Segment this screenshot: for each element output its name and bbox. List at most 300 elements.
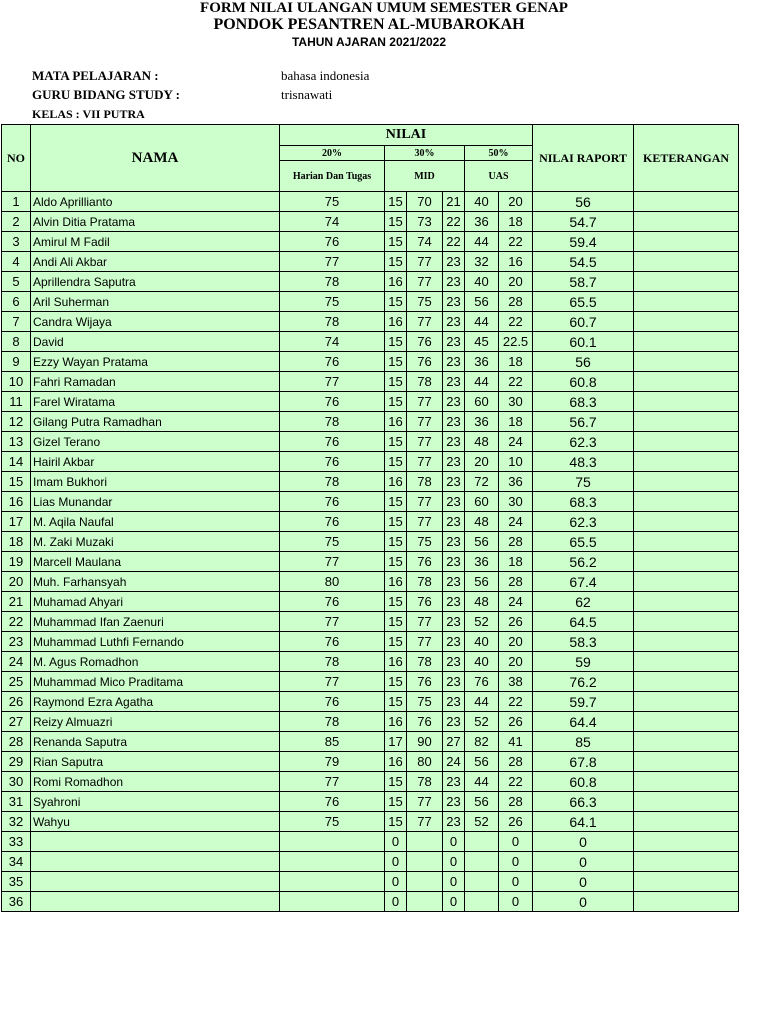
cell-nama: M. Agus Romadhon: [31, 652, 280, 672]
cell-nilai-raport: 54.5: [533, 252, 634, 272]
cell-harian-20pct: 15: [385, 252, 407, 272]
cell-uas-50pct: 30: [499, 392, 533, 412]
cell-nilai-raport: 68.3: [533, 392, 634, 412]
cell-uas: 44: [465, 692, 499, 712]
cell-uas: 36: [465, 352, 499, 372]
cell-harian-20pct: 0: [385, 852, 407, 872]
cell-no: 17: [2, 512, 31, 532]
cell-harian: 78: [280, 712, 385, 732]
cell-no: 35: [2, 872, 31, 892]
cell-nama: Lias Munandar: [31, 492, 280, 512]
cell-harian: 76: [280, 692, 385, 712]
cell-mid-30pct: 23: [443, 512, 465, 532]
cell-harian: 75: [280, 292, 385, 312]
cell-harian: [280, 872, 385, 892]
cell-keterangan: [634, 752, 739, 772]
cell-nama: Aldo Aprillianto: [31, 192, 280, 212]
cell-harian: 75: [280, 812, 385, 832]
cell-mid: 70: [407, 192, 443, 212]
table-row: [2, 732, 739, 752]
cell-mid-30pct: 23: [443, 552, 465, 572]
cell-mid-30pct: 23: [443, 592, 465, 612]
cell-uas: 40: [465, 652, 499, 672]
cell-uas-50pct: 22.5: [499, 332, 533, 352]
cell-keterangan: [634, 552, 739, 572]
cell-mid-30pct: 22: [443, 232, 465, 252]
academic-year: TAHUN AJARAN 2021/2022: [291, 35, 447, 49]
cell-nama: David: [31, 332, 280, 352]
cell-nilai-raport: 60.8: [533, 372, 634, 392]
cell-harian-20pct: 15: [385, 792, 407, 812]
cell-mid-30pct: 23: [443, 332, 465, 352]
cell-nilai-raport: 0: [533, 872, 634, 892]
cell-nama: Imam Bukhori: [31, 472, 280, 492]
cell-mid: 77: [407, 632, 443, 652]
cell-mid-30pct: 23: [443, 472, 465, 492]
cell-harian-20pct: 15: [385, 812, 407, 832]
cell-no: 26: [2, 692, 31, 712]
cell-keterangan: [634, 452, 739, 472]
cell-uas-50pct: 20: [499, 272, 533, 292]
cell-harian: [280, 832, 385, 852]
cell-no: 14: [2, 452, 31, 472]
cell-no: 1: [2, 192, 31, 212]
cell-mid-30pct: 22: [443, 212, 465, 232]
cell-keterangan: [634, 492, 739, 512]
header-nilai: NILAI: [280, 125, 533, 146]
cell-harian: 78: [280, 652, 385, 672]
cell-keterangan: [634, 772, 739, 792]
cell-harian-20pct: 0: [385, 832, 407, 852]
cell-nama: Aril Suherman: [31, 292, 280, 312]
cell-mid: [407, 892, 443, 912]
cell-nama: Rian Saputra: [31, 752, 280, 772]
cell-nama: M. Zaki Muzaki: [31, 532, 280, 552]
cell-no: 30: [2, 772, 31, 792]
cell-uas-50pct: 22: [499, 312, 533, 332]
cell-keterangan: [634, 192, 739, 212]
cell-harian-20pct: 15: [385, 452, 407, 472]
table-row: [2, 792, 739, 812]
cell-keterangan: [634, 352, 739, 372]
table-row: [2, 592, 739, 612]
cell-no: 27: [2, 712, 31, 732]
cell-mid: 77: [407, 252, 443, 272]
cell-nilai-raport: 0: [533, 832, 634, 852]
cell-mid-30pct: 23: [443, 572, 465, 592]
table-row: [2, 832, 739, 852]
table-row: [2, 292, 739, 312]
cell-harian-20pct: 16: [385, 412, 407, 432]
cell-nama: Gilang Putra Ramadhan: [31, 412, 280, 432]
cell-keterangan: [634, 412, 739, 432]
cell-mid: 77: [407, 612, 443, 632]
cell-nilai-raport: 65.5: [533, 292, 634, 312]
cell-mid-30pct: 23: [443, 692, 465, 712]
table-row: [2, 852, 739, 872]
cell-uas: 48: [465, 512, 499, 532]
cell-no: 2: [2, 212, 31, 232]
cell-mid-30pct: 23: [443, 412, 465, 432]
cell-uas-50pct: 38: [499, 672, 533, 692]
cell-no: 4: [2, 252, 31, 272]
cell-mid: 77: [407, 792, 443, 812]
cell-nama: M. Aqila Naufal: [31, 512, 280, 532]
cell-nilai-raport: 62.3: [533, 432, 634, 452]
cell-nama: Fahri Ramadan: [31, 372, 280, 392]
cell-uas: 82: [465, 732, 499, 752]
cell-nilai-raport: 66.3: [533, 792, 634, 812]
subject-label: MATA PELAJARAN :: [32, 68, 159, 83]
table-row: [2, 772, 739, 792]
cell-nama: Renanda Saputra: [31, 732, 280, 752]
cell-mid: 78: [407, 472, 443, 492]
cell-uas-50pct: 24: [499, 432, 533, 452]
cell-keterangan: [634, 252, 739, 272]
cell-nama: Muhammad Mico Praditama: [31, 672, 280, 692]
cell-nilai-raport: 59.4: [533, 232, 634, 252]
cell-keterangan: [634, 332, 739, 352]
cell-nilai-raport: 65.5: [533, 532, 634, 552]
cell-uas: 44: [465, 772, 499, 792]
cell-uas: 60: [465, 492, 499, 512]
cell-harian-20pct: 16: [385, 572, 407, 592]
cell-harian: 75: [280, 192, 385, 212]
table-row: [2, 232, 739, 252]
cell-nama: Alvin Ditia Pratama: [31, 212, 280, 232]
table-row: [2, 252, 739, 272]
cell-harian: 78: [280, 272, 385, 292]
teacher-value: trisnawati: [281, 87, 333, 102]
grades-table: [1, 124, 739, 912]
table-row: [2, 532, 739, 552]
cell-mid-30pct: 23: [443, 292, 465, 312]
cell-no: 9: [2, 352, 31, 372]
cell-mid-30pct: 23: [443, 492, 465, 512]
table-row: [2, 652, 739, 672]
table-row: [2, 812, 739, 832]
cell-harian-20pct: 15: [385, 612, 407, 632]
cell-uas: 56: [465, 532, 499, 552]
cell-harian: [280, 892, 385, 912]
cell-nilai-raport: 0: [533, 852, 634, 872]
cell-mid: 75: [407, 532, 443, 552]
cell-uas-50pct: 22: [499, 372, 533, 392]
cell-nilai-raport: 62.3: [533, 512, 634, 532]
cell-harian-20pct: 0: [385, 892, 407, 912]
cell-mid-30pct: 0: [443, 832, 465, 852]
cell-uas-50pct: 28: [499, 532, 533, 552]
cell-no: 32: [2, 812, 31, 832]
cell-uas: 56: [465, 292, 499, 312]
table-row: [2, 552, 739, 572]
cell-nilai-raport: 56.2: [533, 552, 634, 572]
cell-mid-30pct: 23: [443, 312, 465, 332]
cell-harian: 77: [280, 672, 385, 692]
cell-nama: Reizy Almuazri: [31, 712, 280, 732]
cell-mid: [407, 832, 443, 852]
cell-mid-30pct: 0: [443, 872, 465, 892]
cell-keterangan: [634, 832, 739, 852]
cell-mid-30pct: 23: [443, 772, 465, 792]
cell-harian-20pct: 16: [385, 472, 407, 492]
cell-nilai-raport: 59.7: [533, 692, 634, 712]
cell-mid-30pct: 21: [443, 192, 465, 212]
school-name: PONDOK PESANTREN AL-MUBAROKAH: [213, 16, 525, 33]
table-body: [2, 192, 739, 912]
cell-no: 5: [2, 272, 31, 292]
cell-no: 16: [2, 492, 31, 512]
cell-nama: Syahroni: [31, 792, 280, 812]
cell-uas: 60: [465, 392, 499, 412]
cell-keterangan: [634, 312, 739, 332]
header-nama: NAMA: [31, 125, 280, 192]
cell-harian: 78: [280, 312, 385, 332]
cell-harian: 76: [280, 492, 385, 512]
cell-harian: 77: [280, 552, 385, 572]
cell-mid: 78: [407, 772, 443, 792]
cell-nilai-raport: 59: [533, 652, 634, 672]
cell-uas: 56: [465, 572, 499, 592]
cell-no: 15: [2, 472, 31, 492]
cell-no: 24: [2, 652, 31, 672]
cell-nilai-raport: 64.4: [533, 712, 634, 732]
table-header: [2, 125, 739, 192]
cell-uas-50pct: 18: [499, 552, 533, 572]
cell-mid-30pct: 23: [443, 252, 465, 272]
cell-nama: Muhammad Ifan Zaenuri: [31, 612, 280, 632]
cell-uas: [465, 832, 499, 852]
cell-uas-50pct: 20: [499, 632, 533, 652]
cell-harian: 74: [280, 332, 385, 352]
cell-harian-20pct: 16: [385, 312, 407, 332]
cell-mid: 78: [407, 652, 443, 672]
cell-mid-30pct: 23: [443, 372, 465, 392]
cell-nilai-raport: 64.1: [533, 812, 634, 832]
cell-no: 23: [2, 632, 31, 652]
cell-uas-50pct: 10: [499, 452, 533, 472]
cell-mid-30pct: 23: [443, 392, 465, 412]
cell-no: 18: [2, 532, 31, 552]
table-row: [2, 472, 739, 492]
cell-mid-30pct: 23: [443, 672, 465, 692]
cell-mid: 73: [407, 212, 443, 232]
cell-nilai-raport: 68.3: [533, 492, 634, 512]
table-row: [2, 492, 739, 512]
cell-harian: 80: [280, 572, 385, 592]
cell-nama: [31, 832, 280, 852]
cell-uas: 44: [465, 372, 499, 392]
cell-mid-30pct: 0: [443, 892, 465, 912]
table-row: [2, 412, 739, 432]
cell-nilai-raport: 54.7: [533, 212, 634, 232]
cell-uas-50pct: 18: [499, 412, 533, 432]
cell-nilai-raport: 0: [533, 892, 634, 912]
cell-uas-50pct: 28: [499, 572, 533, 592]
cell-harian: 74: [280, 212, 385, 232]
cell-uas-50pct: 30: [499, 492, 533, 512]
cell-uas: 76: [465, 672, 499, 692]
cell-keterangan: [634, 232, 739, 252]
cell-no: 20: [2, 572, 31, 592]
cell-harian-20pct: 15: [385, 772, 407, 792]
table-row: [2, 752, 739, 772]
cell-uas-50pct: 20: [499, 192, 533, 212]
cell-harian: 76: [280, 452, 385, 472]
cell-mid-30pct: 23: [443, 612, 465, 632]
cell-harian: 76: [280, 232, 385, 252]
cell-uas: 45: [465, 332, 499, 352]
cell-mid: 77: [407, 492, 443, 512]
cell-harian-20pct: 17: [385, 732, 407, 752]
cell-nilai-raport: 62: [533, 592, 634, 612]
cell-uas: [465, 852, 499, 872]
cell-no: 11: [2, 392, 31, 412]
cell-harian-20pct: 16: [385, 272, 407, 292]
cell-harian: 77: [280, 252, 385, 272]
cell-harian: 78: [280, 472, 385, 492]
cell-keterangan: [634, 612, 739, 632]
cell-keterangan: [634, 432, 739, 452]
cell-keterangan: [634, 292, 739, 312]
cell-harian-20pct: 15: [385, 232, 407, 252]
cell-harian-20pct: 16: [385, 712, 407, 732]
cell-nilai-raport: 67.4: [533, 572, 634, 592]
cell-nama: Farel Wiratama: [31, 392, 280, 412]
cell-harian: 76: [280, 352, 385, 372]
cell-uas: 44: [465, 312, 499, 332]
cell-uas: 40: [465, 192, 499, 212]
cell-uas: 52: [465, 612, 499, 632]
cell-mid: 77: [407, 312, 443, 332]
cell-harian-20pct: 15: [385, 392, 407, 412]
header-pct-harian: 20%: [280, 146, 385, 161]
cell-no: 3: [2, 232, 31, 252]
cell-mid-30pct: 23: [443, 792, 465, 812]
cell-uas: 36: [465, 212, 499, 232]
cell-mid: 76: [407, 332, 443, 352]
cell-nama: [31, 892, 280, 912]
cell-uas-50pct: 24: [499, 592, 533, 612]
cell-harian: 79: [280, 752, 385, 772]
cell-harian: 77: [280, 372, 385, 392]
cell-nilai-raport: 56: [533, 352, 634, 372]
cell-uas: [465, 892, 499, 912]
cell-nama: Muhammad Luthfi Fernando: [31, 632, 280, 652]
cell-uas: 32: [465, 252, 499, 272]
cell-uas-50pct: 26: [499, 612, 533, 632]
cell-mid-30pct: 23: [443, 432, 465, 452]
table-row: [2, 632, 739, 652]
cell-nilai-raport: 75: [533, 472, 634, 492]
cell-keterangan: [634, 392, 739, 412]
cell-keterangan: [634, 692, 739, 712]
cell-harian-20pct: 15: [385, 532, 407, 552]
cell-mid: [407, 852, 443, 872]
cell-keterangan: [634, 892, 739, 912]
cell-mid: 76: [407, 712, 443, 732]
table-row: [2, 312, 739, 332]
cell-harian: 85: [280, 732, 385, 752]
cell-uas: 72: [465, 472, 499, 492]
cell-uas: 40: [465, 272, 499, 292]
header-mid: MID: [385, 161, 465, 192]
cell-no: 12: [2, 412, 31, 432]
cell-uas-50pct: 18: [499, 212, 533, 232]
cell-mid: 75: [407, 692, 443, 712]
cell-uas: 48: [465, 592, 499, 612]
cell-nilai-raport: 64.5: [533, 612, 634, 632]
cell-harian-20pct: 15: [385, 332, 407, 352]
cell-nama: Wahyu: [31, 812, 280, 832]
cell-uas: 56: [465, 792, 499, 812]
header-pct-mid: 30%: [385, 146, 465, 161]
cell-harian: 76: [280, 592, 385, 612]
cell-uas-50pct: 28: [499, 792, 533, 812]
header-nilai-raport: NILAI RAPORT: [533, 125, 634, 192]
cell-mid-30pct: 23: [443, 652, 465, 672]
cell-mid: 77: [407, 452, 443, 472]
cell-keterangan: [634, 652, 739, 672]
cell-keterangan: [634, 372, 739, 392]
cell-mid-30pct: 23: [443, 712, 465, 732]
cell-nama: Raymond Ezra Agatha: [31, 692, 280, 712]
cell-mid: 76: [407, 672, 443, 692]
cell-mid: 77: [407, 512, 443, 532]
cell-nama: Aprillendra Saputra: [31, 272, 280, 292]
cell-mid: 75: [407, 292, 443, 312]
cell-no: 22: [2, 612, 31, 632]
cell-uas: 36: [465, 412, 499, 432]
cell-uas-50pct: 41: [499, 732, 533, 752]
cell-keterangan: [634, 792, 739, 812]
table-row: [2, 892, 739, 912]
cell-no: 10: [2, 372, 31, 392]
cell-uas-50pct: 16: [499, 252, 533, 272]
cell-nilai-raport: 60.1: [533, 332, 634, 352]
header-harian: Harian Dan Tugas: [280, 161, 385, 192]
cell-harian: 76: [280, 432, 385, 452]
cell-uas-50pct: 18: [499, 352, 533, 372]
table-row: [2, 672, 739, 692]
table-row: [2, 572, 739, 592]
cell-nilai-raport: 85: [533, 732, 634, 752]
cell-mid: 76: [407, 352, 443, 372]
cell-keterangan: [634, 212, 739, 232]
cell-harian-20pct: 15: [385, 352, 407, 372]
cell-mid: 77: [407, 412, 443, 432]
cell-mid: 77: [407, 392, 443, 412]
cell-harian: [280, 852, 385, 872]
cell-no: 21: [2, 592, 31, 612]
cell-harian: 75: [280, 532, 385, 552]
cell-uas-50pct: 26: [499, 812, 533, 832]
cell-keterangan: [634, 472, 739, 492]
cell-keterangan: [634, 632, 739, 652]
cell-uas: 52: [465, 812, 499, 832]
cell-mid: 78: [407, 572, 443, 592]
cell-harian-20pct: 16: [385, 752, 407, 772]
cell-mid-30pct: 27: [443, 732, 465, 752]
cell-keterangan: [634, 512, 739, 532]
cell-harian-20pct: 15: [385, 432, 407, 452]
cell-keterangan: [634, 592, 739, 612]
cell-uas: 40: [465, 632, 499, 652]
table-row: [2, 692, 739, 712]
cell-nama: Andi Ali Akbar: [31, 252, 280, 272]
cell-harian: 77: [280, 612, 385, 632]
cell-no: 7: [2, 312, 31, 332]
